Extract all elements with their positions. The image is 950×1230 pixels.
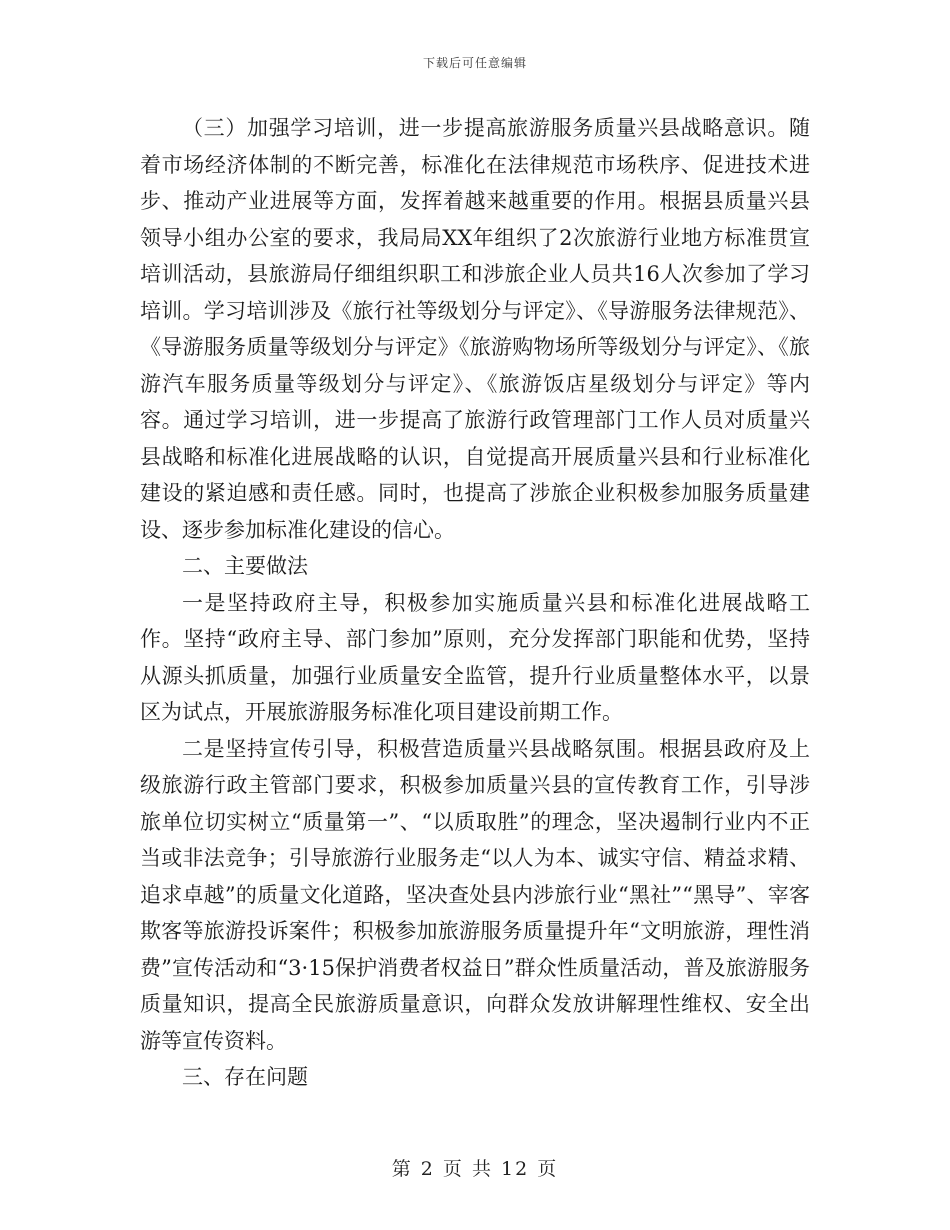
paragraph-government-led: 一是坚持政府主导，积极参加实施质量兴县和标准化进展战略工作。坚持“政府主导、部门参加”原则，充分发挥部门职能和优势，坚持从源头抓质量，加强行业质量安全监管，提升行业质量整体水平，以景区为试点，开展旅游服务标准化项目建设前期工作。 — [140, 590, 810, 724]
section-heading-main-practices: 二、主要做法 — [182, 554, 308, 578]
section-heading-problems: 三、存在问题 — [182, 1065, 308, 1089]
page-header-note: 下载后可任意编辑 — [422, 56, 527, 70]
page-number: 第 2 页 共 12 页 — [391, 1158, 559, 1180]
document-body — [140, 110, 810, 1096]
paragraph-publicity: 二是坚持宣传引导，积极营造质量兴县战略氛围。根据县政府及上级旅游行政主管部门要求，积极参加质量兴县的宣传教育工作，引导涉旅单位切实树立“质量第一”、“以质取胜”的理念，坚决遏制行业内不正当或非法竞争；引导旅游行业服务走“以人为本、诚实守信、精益求精、追求卓越”的质量文化道路，坚决查处县内涉旅行业“黑社”“黑导”、宰客欺客等旅游投诉案件；积极参加旅游服务质量提升年“文明旅游，理性消费”宣传活动和“3·15保护消费者权益日”群众性质量活动，普及旅游服务质量知识，提高全民旅游质量意识，向群众发放讲解理性维权、安全出游等宣传资料。 — [140, 736, 810, 1053]
paragraph-training: （三）加强学习培训，进一步提高旅游服务质量兴县战略意识。随着市场经济体制的不断完善，标准化在法律规范市场秩序、促进技术进步、推动产业进展等方面，发挥着越来越重要的作用。根据县质量兴县领导小组办公室的要求，我局局XX年组织了2次旅游行业地方标准贯宣培训活动，县旅游局仔细组织职工和涉旅企业人员共16人次参加了学习培训。学习培训涉及《旅行社等级划分与评定》、《导游服务法律规范》、《导游服务质量等级划分与评定》《旅游购物场所等级划分与评定》、《旅游汽车服务质量等级划分与评定》、《旅游饭店星级划分与评定》等内容。通过学习培训，进一步提高了旅游行政管理部门工作人员对质量兴县战略和标准化进展战略的认识，自觉提高开展质量兴县和行业标准化建设的紧迫感和责任感。同时，也提高了涉旅企业积极参加服务质量建设、逐步参加标准化建设的信心。 — [140, 116, 810, 542]
